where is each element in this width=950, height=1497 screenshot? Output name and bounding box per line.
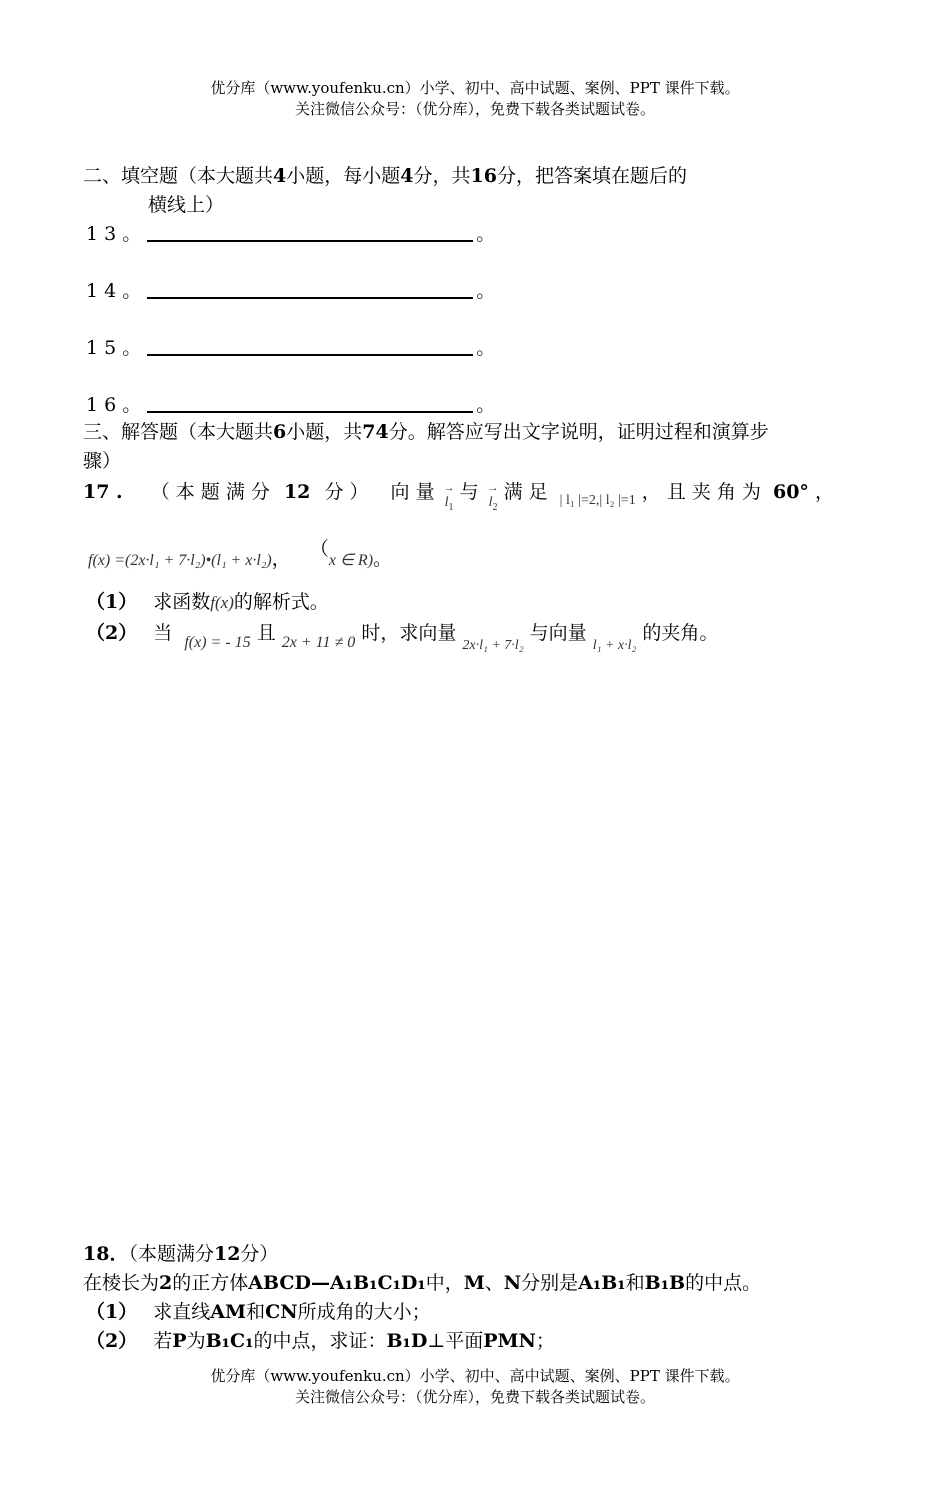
- section3-heading-cont: 骤）: [83, 450, 122, 472]
- footer-line-1: 优分库（www.youfenku.cn）小学、初中、高中试题、案例、PPT 课件下载。: [210, 1367, 740, 1385]
- section2-heading: 二、填空题（本大题共4小题，每小题4分，共16分，把答案填在题后的: [83, 165, 687, 187]
- vector-l1: → $_{l_1}$: [445, 495, 454, 510]
- footer-line-2: 关注微信公众号：（优分库），免费下载各类试题试卷。: [294, 1388, 655, 1406]
- blank-13: 1 3 。 。: [86, 223, 496, 245]
- q17-function-def: f(x) =(2x·l₁ + 7·l₂)•(l₁ + x·l₂)， （x ∈ R)。: [88, 538, 393, 570]
- q18-part1: （1） 求直线AM和CN所成角的大小；: [86, 1301, 431, 1323]
- answer-line-15[interactable]: [147, 336, 473, 356]
- norm-condition: | l₁ |=2,| l₂ |=1: [559, 493, 636, 508]
- header-line-1: 优分库（www.youfenku.cn）小学、初中、高中试题、案例、PPT 课件下载。: [210, 79, 740, 97]
- section3-heading: 三、解答题（本大题共6小题，共74分。解答应写出文字说明，证明过程和演算步: [83, 421, 769, 443]
- answer-line-13[interactable]: [147, 222, 473, 242]
- header-line-2: 关注微信公众号：（优分库），免费下载各类试题试卷。: [294, 100, 655, 118]
- q17-part2: （2） 当 $_{f(x) = - 15}$ 且 $_{2x + 11 \ne 0}$ 时，求向量 $_{2x\cdot l_1 + 7\cdot l_2}$ 与向量 $_{l_1 + x\cdot l_2}$ 的夹角。: [86, 622, 719, 653]
- blank-16: 1 6 。 。: [86, 394, 496, 416]
- blank-15: 1 5 。 。: [86, 337, 496, 359]
- blank-14: 1 4 。 。: [86, 280, 496, 302]
- q17-part1: （1） 求函数f(x)的解析式。: [86, 591, 329, 613]
- section2-heading-cont: 横线上）: [148, 194, 225, 216]
- vector-l2: → $_{l_2}$: [489, 495, 498, 510]
- q17-line1: 17 . （ 本 题 满 分 12 分 ） 向 量 → $_{l_1}$ 与 → $_{l_2}$ 满 足 $_{| l_1 |=2,| l_2 |=1}$ ， 且 夹 角 为 60° ，: [83, 477, 834, 505]
- q18-stem: 在棱长为2的正方体ABCD—A₁B₁C₁D₁中，M、N分别是A₁B₁和B₁B的中点。: [83, 1272, 762, 1294]
- q18-part2: （2） 若P为B₁C₁的中点，求证：B₁D⊥平面PMN；: [86, 1330, 555, 1352]
- answer-line-14[interactable]: [147, 279, 473, 299]
- answer-line-16[interactable]: [147, 393, 473, 413]
- q18-heading: 18．（本题满分12分）: [83, 1243, 279, 1265]
